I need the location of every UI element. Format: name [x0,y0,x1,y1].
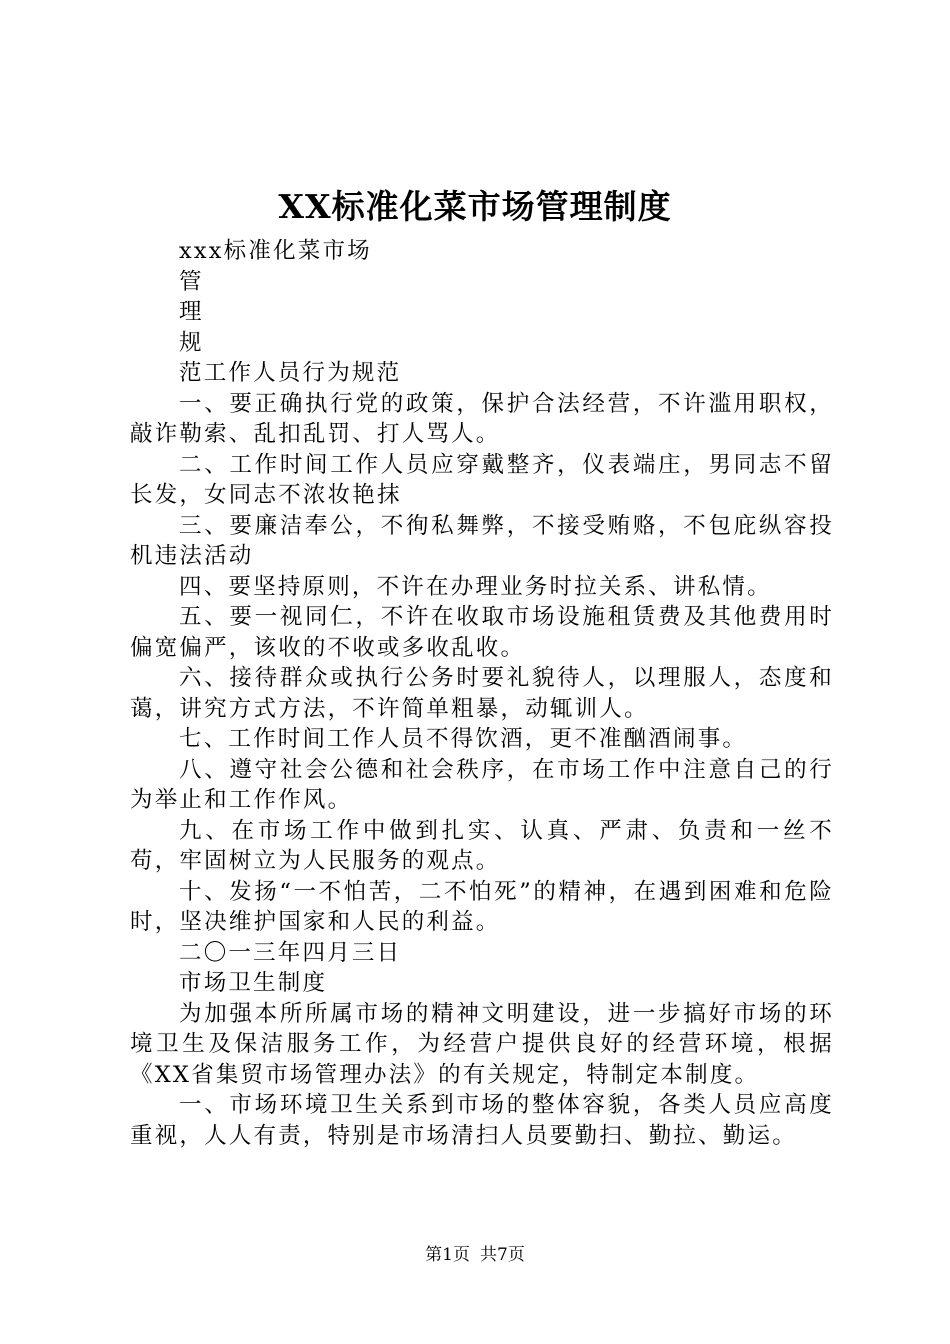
paragraph: 一、市场环境卫生关系到市场的整体容貌，各类人员应高度重视，人人有责，特别是市场清扫人员要勤扫、勤拉、勤运。 [130,1092,834,1149]
paragraph: 理 [179,299,204,325]
page-total: 共7页 [480,1245,525,1265]
paragraph: 四、要坚持原则，不许在办理业务时拉关系、讲私情。 [179,573,772,600]
paragraph: 十、发扬“一不怕苦，二不怕死”的精神，在遇到困难和危险时，坚决维护国家和人民的利益。 [130,878,834,935]
paragraph: 三、要廉洁奉公，不徇私舞弊，不接受贿赂，不包庇纵容投机违法活动 [130,512,834,569]
paragraph: 六、接待群众或执行公务时要礼貌待人，以理服人，态度和蔼，讲究方式方法，不许简单粗暴，动辄训人。 [130,665,834,722]
section-heading: 市场卫生制度 [179,970,328,996]
page-footer [0,1244,950,1266]
paragraph: 五、要一视同仁，不许在收取市场设施租赁费及其他费用时偏宽偏严，该收的不收或多收乱收。 [130,604,834,661]
page-number: 第1页 [425,1245,470,1265]
paragraph: 管 [179,268,204,295]
paragraph: 二、工作时间工作人员应穿戴整齐，仪表端庄，男同志不留长发，女同志不浓妆艳抹 [130,451,834,508]
document-title: XX标准化菜市场管理制度 [278,187,672,226]
paragraph: 规 [179,329,204,356]
paragraph-date: 二〇一三年四月三日 [179,939,402,966]
paragraph: 范工作人员行为规范 [179,360,402,386]
paragraph: xxx标准化菜市场 [179,238,372,264]
paragraph: 八、遵守社会公德和社会秩序，在市场工作中注意自己的行为举止和工作作风。 [130,756,834,813]
paragraph: 七、工作时间工作人员不得饮酒，更不准酗酒闹事。 [179,726,748,752]
paragraph: 九、在市场工作中做到扎实、认真、严肃、负责和一丝不苟，牢固树立为人民服务的观点。 [130,817,834,874]
paragraph: 一、要正确执行党的政策，保护合法经营，不许滥用职权，敲诈勒索、乱扣乱罚、打人骂人。 [130,390,834,447]
paragraph: 为加强本所所属市场的精神文明建设，进一步搞好市场的环境卫生及保洁服务工作，为经营户提供良好的经营环境，根据《XX省集贸市场管理办法》的有关规定，特制定本制度。 [130,1000,834,1088]
document-body [130,236,834,1151]
